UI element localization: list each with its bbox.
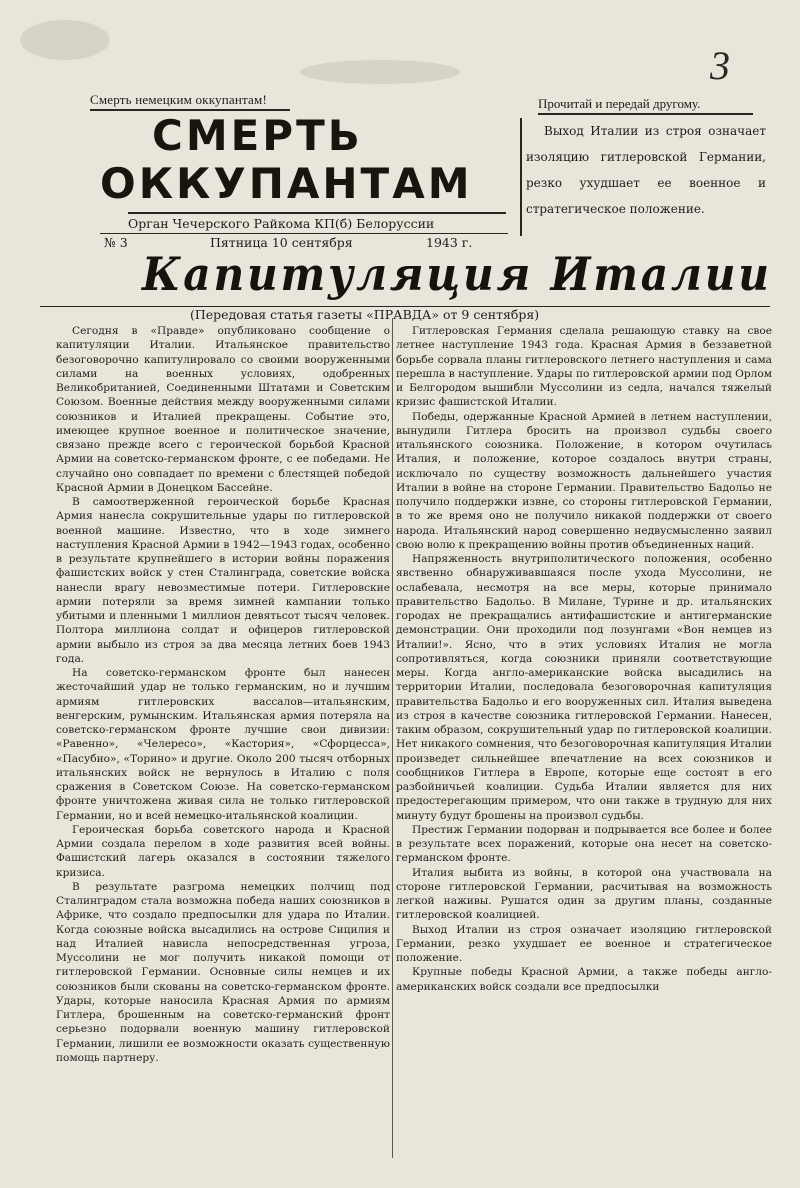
masthead-title-line1: СМЕРТЬ (152, 111, 363, 160)
main-headline: Капитуляция Италии (142, 247, 772, 301)
article-paragraph: В самоотверженной героической борьбе Красная Армия нанесла сокрушительные удары по гитлеровской военной машине. Известно, что в ходе зимнего наступления Красной Армии в 1942—1943 годах, особенно в результате крупнейшего в истории войны поражения фашистских войск у стен Сталинграда, советские войска нанесли врагу невозместимые потери. Гитлеровские армии потеряли за время зимней кампании только убитыми и пленными 1 миллион девятьсот тысяч человек. Полтора миллиона солдат и офицеров гитлеровской армии выбыло из строя за два месяца летних боев 1943 года. (56, 496, 390, 665)
slogan-right: Прочитай и передай другому. (538, 96, 753, 115)
paper-stain (20, 20, 110, 60)
masthead-organ: Орган Чечерского Райкома КП(б) Белоруссии (128, 212, 506, 231)
issue-number: № 3 (104, 235, 128, 250)
article-paragraph: Напряженность внутриполитического положения, особенно явственно обнаруживавшаяся после ухода Муссолини, не ослабевала, несмотря на все меры, которые принимало правительство Бадольо. В Милане, Турине и др. итальянских городах не прекращались антифашистские и антигерманские демонстрации. Они проходили под лозунгами «Вон немцев из Италии!». Ясно, что в этих условиях Италия не могла сопротивляться, когда союзники приняли соответствующие меры. Когда англо-американские войска высадились на территории Италии, последовала безоговорочная капитуляция правительства Бадольо и его вооруженных сил. Италия выведена из строя в качестве союзника гитлеровской Германии. Нанесен, таким образом, сокрушительный удар по гитлеровской коалиции. Нет никакого сомнения, что безоговорочная капитуляция Италии произведет сильнейшее впечатление на всех союзников и сообщников Гитлера в Европе, которые еще состоят в его разбойничьей коалиции. Судьба Италии является для них предостерегающим примером, что они также в трудную для них минуту будут брошены на произвол судьбы. (396, 553, 772, 822)
article-paragraph: Италия выбита из войны, в которой она участвовала на стороне гитлеровской Германии, расчитывая на возможность легкой наживы. Рушатся один за другим планы, созданные гитлеровской коалицией. (396, 866, 772, 922)
issue-date: Пятница 10 сентября (210, 235, 353, 250)
paper-stain (300, 60, 460, 84)
masthead-title-line2: ОККУПАНТАМ (100, 159, 473, 208)
article-paragraph: В результате разгрома немецких полчищ под Сталинградом стала возможна победа наших союзников в Африке, что создало предпосылки для удара по Италии. Когда союзные войска высадились на острове Сицилия и над Италией нависла непосредственная угроза, Муссолини не мог получить никакой помощи от гитлеровской Германии. Основные силы немцев и их союзников были скованы на советско-германском фронте. Удары, которые наносила Красная Армия по армиям Гитлера, брошенным на советско-германский фронт серьезно подорвали военную машину гитлеровской Германии, лишили ее возможности оказать существенную помощь партнеру. (56, 880, 390, 1064)
article-paragraph: Победы, одержанные Красной Армией в летнем наступлении, вынудили Гитлера бросить на произвол судьбы своего итальянского союзника. Положение, в котором очутилась Италия, и положение, которое создалось внутри страны, исключало по существу возможность дальнейшего участия Италии в войне на стороне Германии. Правительство Бадольо не получило поддержки извне, со стороны гитлеровской Германии, в то же время оно не получило никакой поддержки от своего народа. Итальянский народ совершенно недвусмысленно заявил свою волю к прекращению войны против объединенных наций. (396, 410, 772, 551)
issue-year: 1943 г. (426, 235, 473, 250)
article-paragraph: Сегодня в «Правде» опубликовано сообщение о капитуляции Италии. Итальянское правительство безоговорочно капитулировало со своими вооруженными силами на военных условиях, одобренных Великобританией, Соединенными Штатами и Советским Союзом. Военные действия между вооруженными силами союзников и Италией прекращены. Событие это, имеющее крупное военное и политическое значение, связано прежде всего с героической борьбой Красной Армии на советско-германском фронте, с ее победами. Не случайно оно совпадает по времени с блестящей победой Красной Армии в Донецком Бассейне. (56, 325, 390, 494)
article-paragraph: Героическая борьба советского народа и Красной Армии создала перелом в ходе развития всей войны. Фашистский лагерь оказался в состоянии тяжелого кризиса. (56, 823, 390, 879)
article-paragraph: Выход Италии из строя означает изоляцию гитлеровской Германии, резко ухудшает ее военное и стратегическое положение. (396, 923, 772, 964)
column-divider (392, 318, 393, 1158)
masthead-title (100, 112, 500, 208)
article-paragraph: Престиж Германии подорван и подрывается все более и более в результате всех поражений, которые она несет на советско-германском фронте. (396, 823, 772, 865)
article-paragraph: Крупные победы Красной Армии, а также победы англо-американских войск создали все предпосылки (396, 966, 772, 993)
masthead-quote-box (520, 118, 766, 236)
article-paragraph: На советско-германском фронте был нанесен жесточайший удар не только германским, но и лучшим армиям гитлеровских вассалов—итальянским, венгерским, румынским. Итальянская армия потеряла на советско-германском фронте лучшие свои дивизии: «Равенно», «Челересо», «Кастория», «Сфорцесса», «Пасубио», «Торино» и другие. Около 200 тысяч отборных итальянских войск не вернулось в Италию с поля сражения в Советском Союзе. На советско-германском фронте уничтожена живая сила не только гитлеровской Германии, но и всей немецко-итальянской коалиции. (56, 667, 390, 822)
page-number: 3 (710, 43, 730, 88)
article-subhead: (Передовая статья газеты «ПРАВДА» от 9 сентября) (190, 307, 540, 322)
article-column-left (56, 324, 390, 1065)
article-paragraph: Гитлеровская Германия сделала решающую ставку на свое летнее наступление 1943 года. Красная Армия в беззаветной борьбе сорвала планы гитлеровского летнего наступления и сама перешла в наступление. Удары по гитлеровской армии под Орлом и Белгородом вышибли Муссолини из седла, начался тяжелый кризис фашистской Италии. (396, 325, 772, 409)
slogan-left: Смерть немецким оккупантам! (90, 92, 290, 111)
masthead-quote-text: Выход Италии из строя означает изоляцию гитлеровской Германии, резко ухудшает ее военное и стратегическое положение. (526, 124, 766, 216)
article-column-right (396, 324, 772, 994)
